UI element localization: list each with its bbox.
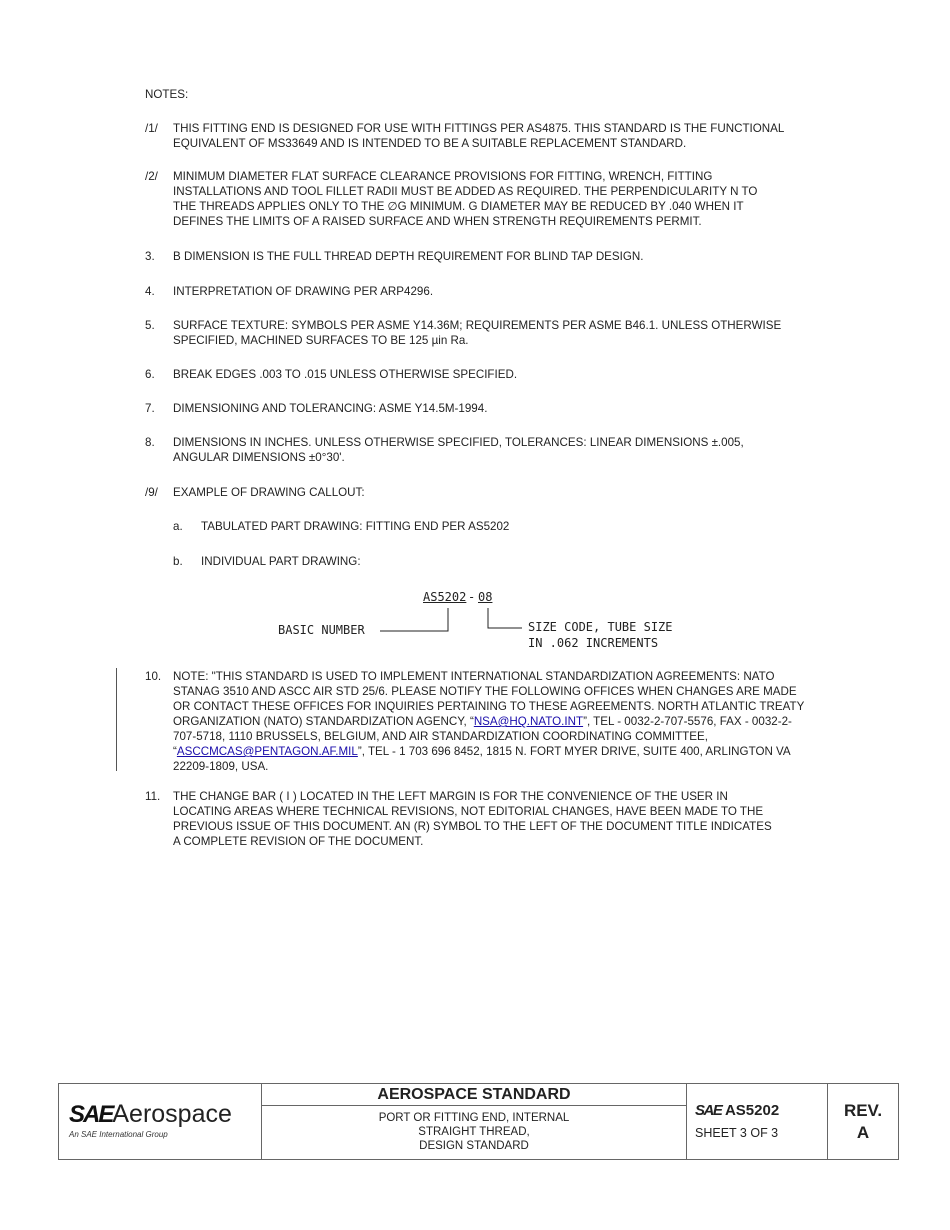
note-text: THE CHANGE BAR ( I ) LOCATED IN THE LEFT MARGIN IS FOR THE CONVENIENCE OF THE USER IN LOCATING AREAS WHERE TECHNICAL REVISIONS, NOT EDITORIAL CHANGES, HAVE BEEN MADE TO THE PREVIOUS ISSUE OF THIS DOCUMENT. AN (R) SYMBOL TO THE LEFT OF THE DOCUMENT TITLE INDICATES A COMPLETE REVISION OF THE DOCUMENT.: [173, 790, 772, 848]
note-number: 4.: [145, 285, 155, 298]
note-text: INDIVIDUAL PART DRAWING:: [201, 555, 361, 568]
note-number: 6.: [145, 368, 155, 381]
document-title: PORT OR FITTING END, INTERNAL STRAIGHT THREAD, DESIGN STANDARD: [378, 1112, 570, 1152]
note-number: 10.: [145, 670, 162, 683]
note-number: b.: [173, 555, 183, 568]
size-code-label-1: SIZE CODE, TUBE SIZE: [528, 620, 673, 634]
note-text: TABULATED PART DRAWING: FITTING END PER AS5202: [201, 520, 510, 533]
title-cell: [262, 1084, 687, 1159]
note-number: /9/: [145, 486, 158, 499]
basic-number-label: BASIC NUMBER: [278, 623, 365, 637]
note-number: 5.: [145, 319, 155, 332]
logo-tagline: An SAE International Group: [69, 1130, 168, 1139]
size-code: 08: [478, 590, 493, 604]
title-block: [58, 1083, 899, 1160]
revision-label: REV.: [843, 1101, 883, 1120]
ascc-email-link[interactable]: ASCCMCAS@PENTAGON.AF.MIL: [176, 745, 358, 758]
dash: -: [468, 590, 476, 604]
note-text: DIMENSIONING AND TOLERANCING: ASME Y14.5M-1994.: [173, 402, 488, 415]
note-number: /2/: [145, 170, 158, 183]
note-text: B DIMENSION IS THE FULL THREAD DEPTH REQUIREMENT FOR BLIND TAP DESIGN.: [173, 250, 644, 263]
note-text-part: NOTE: "THIS STANDARD IS USED TO IMPLEMENT INTERNATIONAL STANDARDIZATION AGREEMENTS: NATO STANAG 3510 AND ASCC AIR STD 25/6. PLEASE NOTIFY THE FOLLOWING OFFICES WHEN CHANGES ARE MADE OR CONTACT THESE OFFICES FOR INQUIRIES PERTAINING TO THESE AGREEMENTS. NORTH ATLANTIC TREATY ORGANIZATION (NATO) STANDARDIZATION AGENCY, “: [173, 670, 805, 728]
note-text: THIS FITTING END IS DESIGNED FOR USE WITH FITTINGS PER AS4875. THIS STANDARD IS THE FUNCTIONAL EQUIVALENT OF MS33649 AND IS INTENDED TO BE A SUITABLE REPLACEMENT STANDARD.: [173, 122, 785, 150]
sae-aerospace-logo: [69, 1100, 232, 1129]
sheet-number: SHEET 3 OF 3: [695, 1126, 779, 1140]
nato-email-link[interactable]: NSA@HQ.NATO.INT: [473, 715, 584, 728]
revision-value: A: [856, 1123, 870, 1142]
note-text: [173, 669, 873, 774]
note-number: a.: [173, 520, 183, 533]
note-text: DIMENSIONS IN INCHES. UNLESS OTHERWISE SPECIFIED, TOLERANCES: LINEAR DIMENSIONS ±.005, ANGULAR DIMENSIONS ±0°30'.: [173, 436, 744, 464]
notes-heading: NOTES:: [145, 88, 189, 101]
note-number: 7.: [145, 402, 155, 415]
size-code-label-2: IN .062 INCREMENTS: [528, 636, 659, 650]
note-number: 11.: [145, 790, 161, 803]
document-number: AS5202: [724, 1102, 780, 1119]
logo-aerospace: Aerospace: [112, 1100, 232, 1128]
note-number: 3.: [145, 250, 155, 263]
leader-lines: [270, 588, 710, 658]
basic-number: AS5202: [423, 590, 467, 604]
change-bar: [116, 668, 117, 771]
note-text: SURFACE TEXTURE: SYMBOLS PER ASME Y14.36M; REQUIREMENTS PER ASME B46.1. UNLESS OTHERWISE SPECIFIED, MACHINED SURFACES TO BE 125 µin Ra.: [173, 319, 782, 347]
revision-cell: [828, 1084, 898, 1159]
note-text: MINIMUM DIAMETER FLAT SURFACE CLEARANCE PROVISIONS FOR FITTING, WRENCH, FITTING INSTALLATIONS AND TOOL FILLET RADII MUST BE ADDED AS REQUIRED. THE PERPENDICULARITY N TO THE THREADS APPLIES ONLY TO THE ∅G MINIMUM. G DIAMETER MAY BE REDUCED BY .040 WHEN IT DEFINES THE LIMITS OF A RAISED SURFACE AND WHEN STRENGTH REQUIREMENTS PERMIT.: [173, 170, 758, 228]
logo-sae: SAE: [69, 1101, 113, 1128]
note-text-part: ”, TEL - 1 703 696 8452, 1815 N. FORT MYER DRIVE, SUITE 400, ARLINGTON VA 22209-1809, USA.: [173, 745, 791, 773]
note-text-part: ”, TEL - 0032-2-707-5576, FAX - 0032-2- 707-5718, 1110 BRUSSELS, BELGIUM, AND AIR STANDARDIZATION COORDINATING COMMITTEE, “: [173, 715, 792, 758]
note-text: EXAMPLE OF DRAWING CALLOUT:: [173, 486, 365, 499]
note-text: BREAK EDGES .003 TO .015 UNLESS OTHERWISE SPECIFIED.: [173, 368, 518, 381]
note-number: /1/: [145, 122, 158, 135]
document-number-cell: [687, 1084, 828, 1159]
sae-logo: SAE: [695, 1102, 722, 1119]
document-type: AEROSPACE STANDARD: [262, 1084, 686, 1106]
drawing-callout-diagram: [270, 588, 710, 658]
note-number: 8.: [145, 436, 155, 449]
logo-cell: [59, 1084, 262, 1159]
note-text: INTERPRETATION OF DRAWING PER ARP4296.: [173, 285, 434, 298]
